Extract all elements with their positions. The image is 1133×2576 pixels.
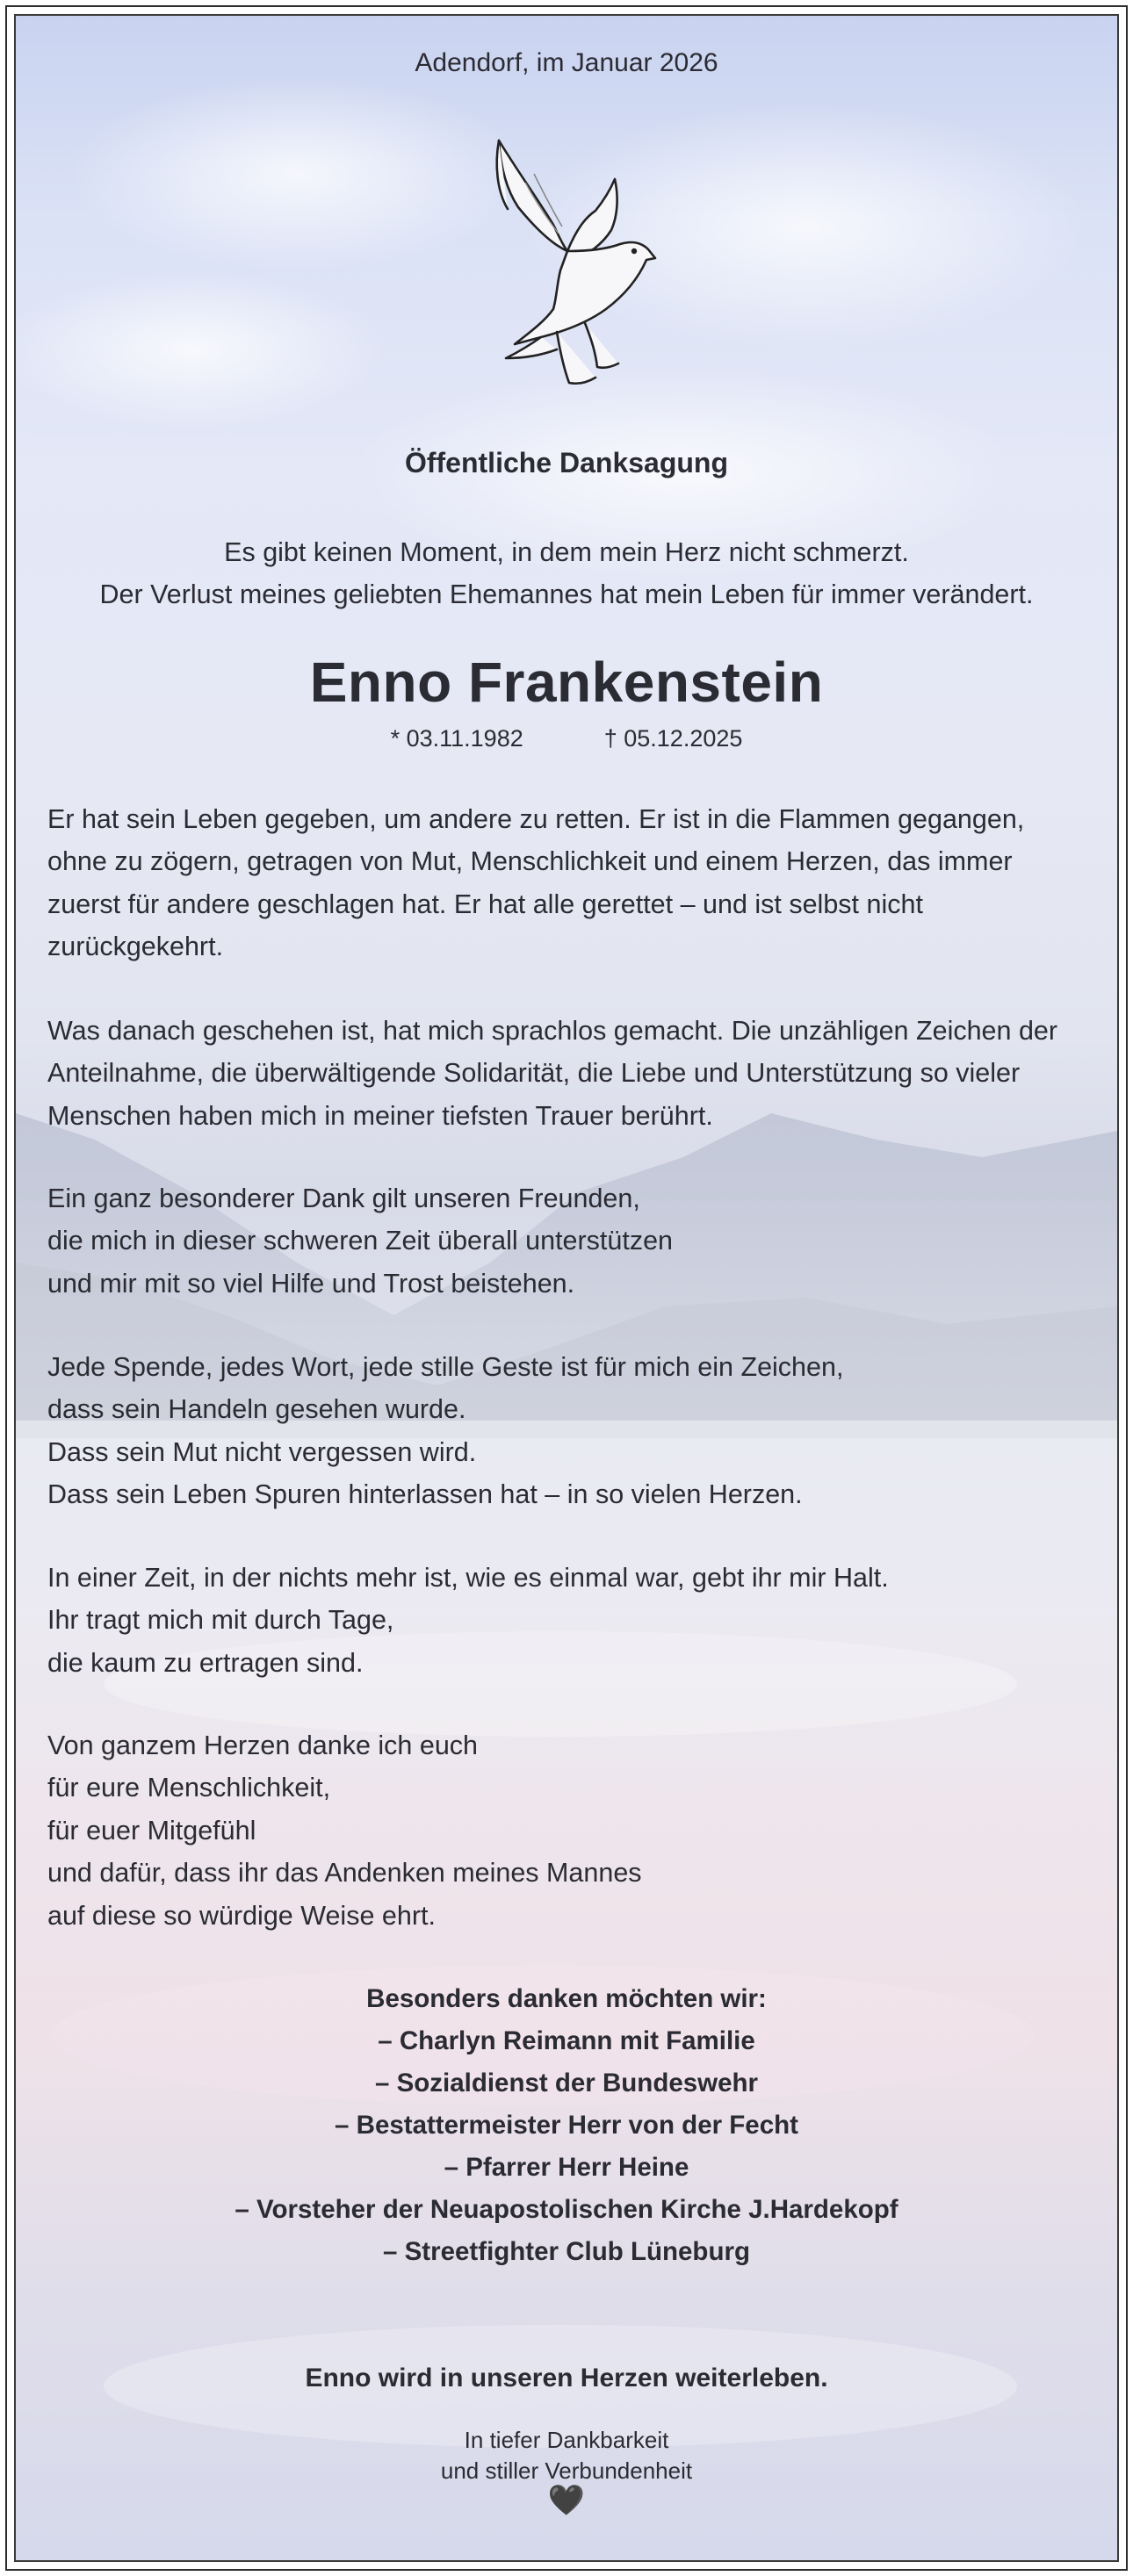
text-line: Er hat sein Leben gegeben, um andere zu retten. Er ist in die Flammen gegangen,	[47, 804, 1025, 834]
paragraph-4	[47, 1346, 1093, 1516]
obituary-card	[14, 14, 1119, 2562]
closing-line: Enno wird in unseren Herzen weiterleben.	[305, 2364, 828, 2393]
text-line: die kaum zu ertragen sind.	[47, 1647, 364, 1678]
text-line: Jede Spende, jedes Wort, jede stille Geste ist für mich ein Zeichen,	[47, 1352, 844, 1382]
paragraph-6	[47, 1724, 1093, 1937]
signature	[16, 2425, 1117, 2486]
text-line: dass sein Handeln gesehen wurde.	[47, 1394, 466, 1425]
text-line: die mich in dieser schweren Zeit überall unterstützen	[47, 1226, 674, 1256]
text-line: für eure Menschlichkeit,	[47, 1773, 331, 1803]
text-line: Ihr tragt mich mit durch Tage,	[47, 1605, 394, 1636]
thanks-item: – Bestattermeister Herr von der Fecht	[335, 2111, 798, 2140]
thanks-item: – Vorsteher der Neuapostolischen Kirche J.Hardekopf	[235, 2195, 898, 2224]
heart-icon: 🖤	[547, 2484, 586, 2517]
intro-line: Der Verlust meines geliebten Ehemannes hat mein Leben für immer verändert.	[99, 579, 1034, 609]
text-line: Menschen haben mich in meiner tiefsten Trauer berührt.	[47, 1100, 713, 1131]
text-line: für euer Mitgefühl	[47, 1815, 256, 1846]
page-title: Öffentliche Danksagung	[404, 447, 729, 479]
thanks-heading: Besonders danken möchten wir:	[366, 1984, 767, 2013]
text-line: Dass sein Mut nicht vergessen wird.	[47, 1436, 477, 1467]
paragraph-2	[47, 1010, 1093, 1137]
signature-line: In tiefer Dankbarkeit	[464, 2427, 669, 2453]
death-date: † 05.12.2025	[603, 725, 743, 752]
text-line: Ein ganz besonderer Dank gilt unseren Freunden,	[47, 1184, 640, 1213]
intro-text	[16, 532, 1117, 615]
thanks-item: – Pfarrer Herr Heine	[444, 2153, 689, 2182]
text-line: Was danach geschehen ist, hat mich sprachlos gemacht. Die unzähligen Zeichen der	[47, 1016, 1058, 1046]
text-line: auf diese so würdige Weise ehrt.	[47, 1900, 436, 1931]
text-line: zurückgekehrt.	[47, 932, 224, 962]
paragraph-3	[47, 1177, 1093, 1305]
paragraph-5	[47, 1557, 1093, 1684]
thanks-item: – Streetfighter Club Lüneburg	[383, 2237, 750, 2266]
text-line: Von ganzem Herzen danke ich euch	[47, 1731, 479, 1760]
thanks-item: – Sozialdienst der Bundeswehr	[374, 2069, 759, 2097]
text-line: Anteilnahme, die überwältigende Solidarität, die Liebe und Unterstützung so vieler	[47, 1058, 1021, 1089]
text-line: zuerst für andere geschlagen hat. Er hat alle gerettet – und ist selbst nicht	[47, 889, 923, 919]
text-line: In einer Zeit, in der nichts mehr ist, wie es einmal war, gebt ihr mir Halt.	[47, 1563, 889, 1593]
deceased-name: Enno Frankenstein	[309, 651, 824, 714]
life-dates	[16, 725, 1117, 752]
thanks-list	[16, 1978, 1117, 2273]
place-date: Adendorf, im Januar 2026	[415, 48, 718, 77]
text-line: und mir mit so viel Hilfe und Trost beistehen.	[47, 1268, 575, 1299]
thanks-item: – Charlyn Reimann mit Familie	[378, 2026, 755, 2055]
dove-icon	[464, 121, 675, 411]
text-line: Dass sein Leben Spuren hinterlassen hat – in so vielen Herzen.	[47, 1479, 803, 1510]
text-line: ohne zu zögern, getragen von Mut, Menschlichkeit und einem Herzen, das immer	[47, 846, 1013, 877]
paragraph-1	[47, 798, 1093, 968]
signature-line: und stiller Verbundenheit	[440, 2457, 693, 2484]
text-line: und dafür, dass ihr das Andenken meines Mannes	[47, 1858, 642, 1889]
intro-line: Es gibt keinen Moment, in dem mein Herz nicht schmerzt.	[224, 537, 909, 567]
birth-date: * 03.11.1982	[390, 725, 523, 752]
